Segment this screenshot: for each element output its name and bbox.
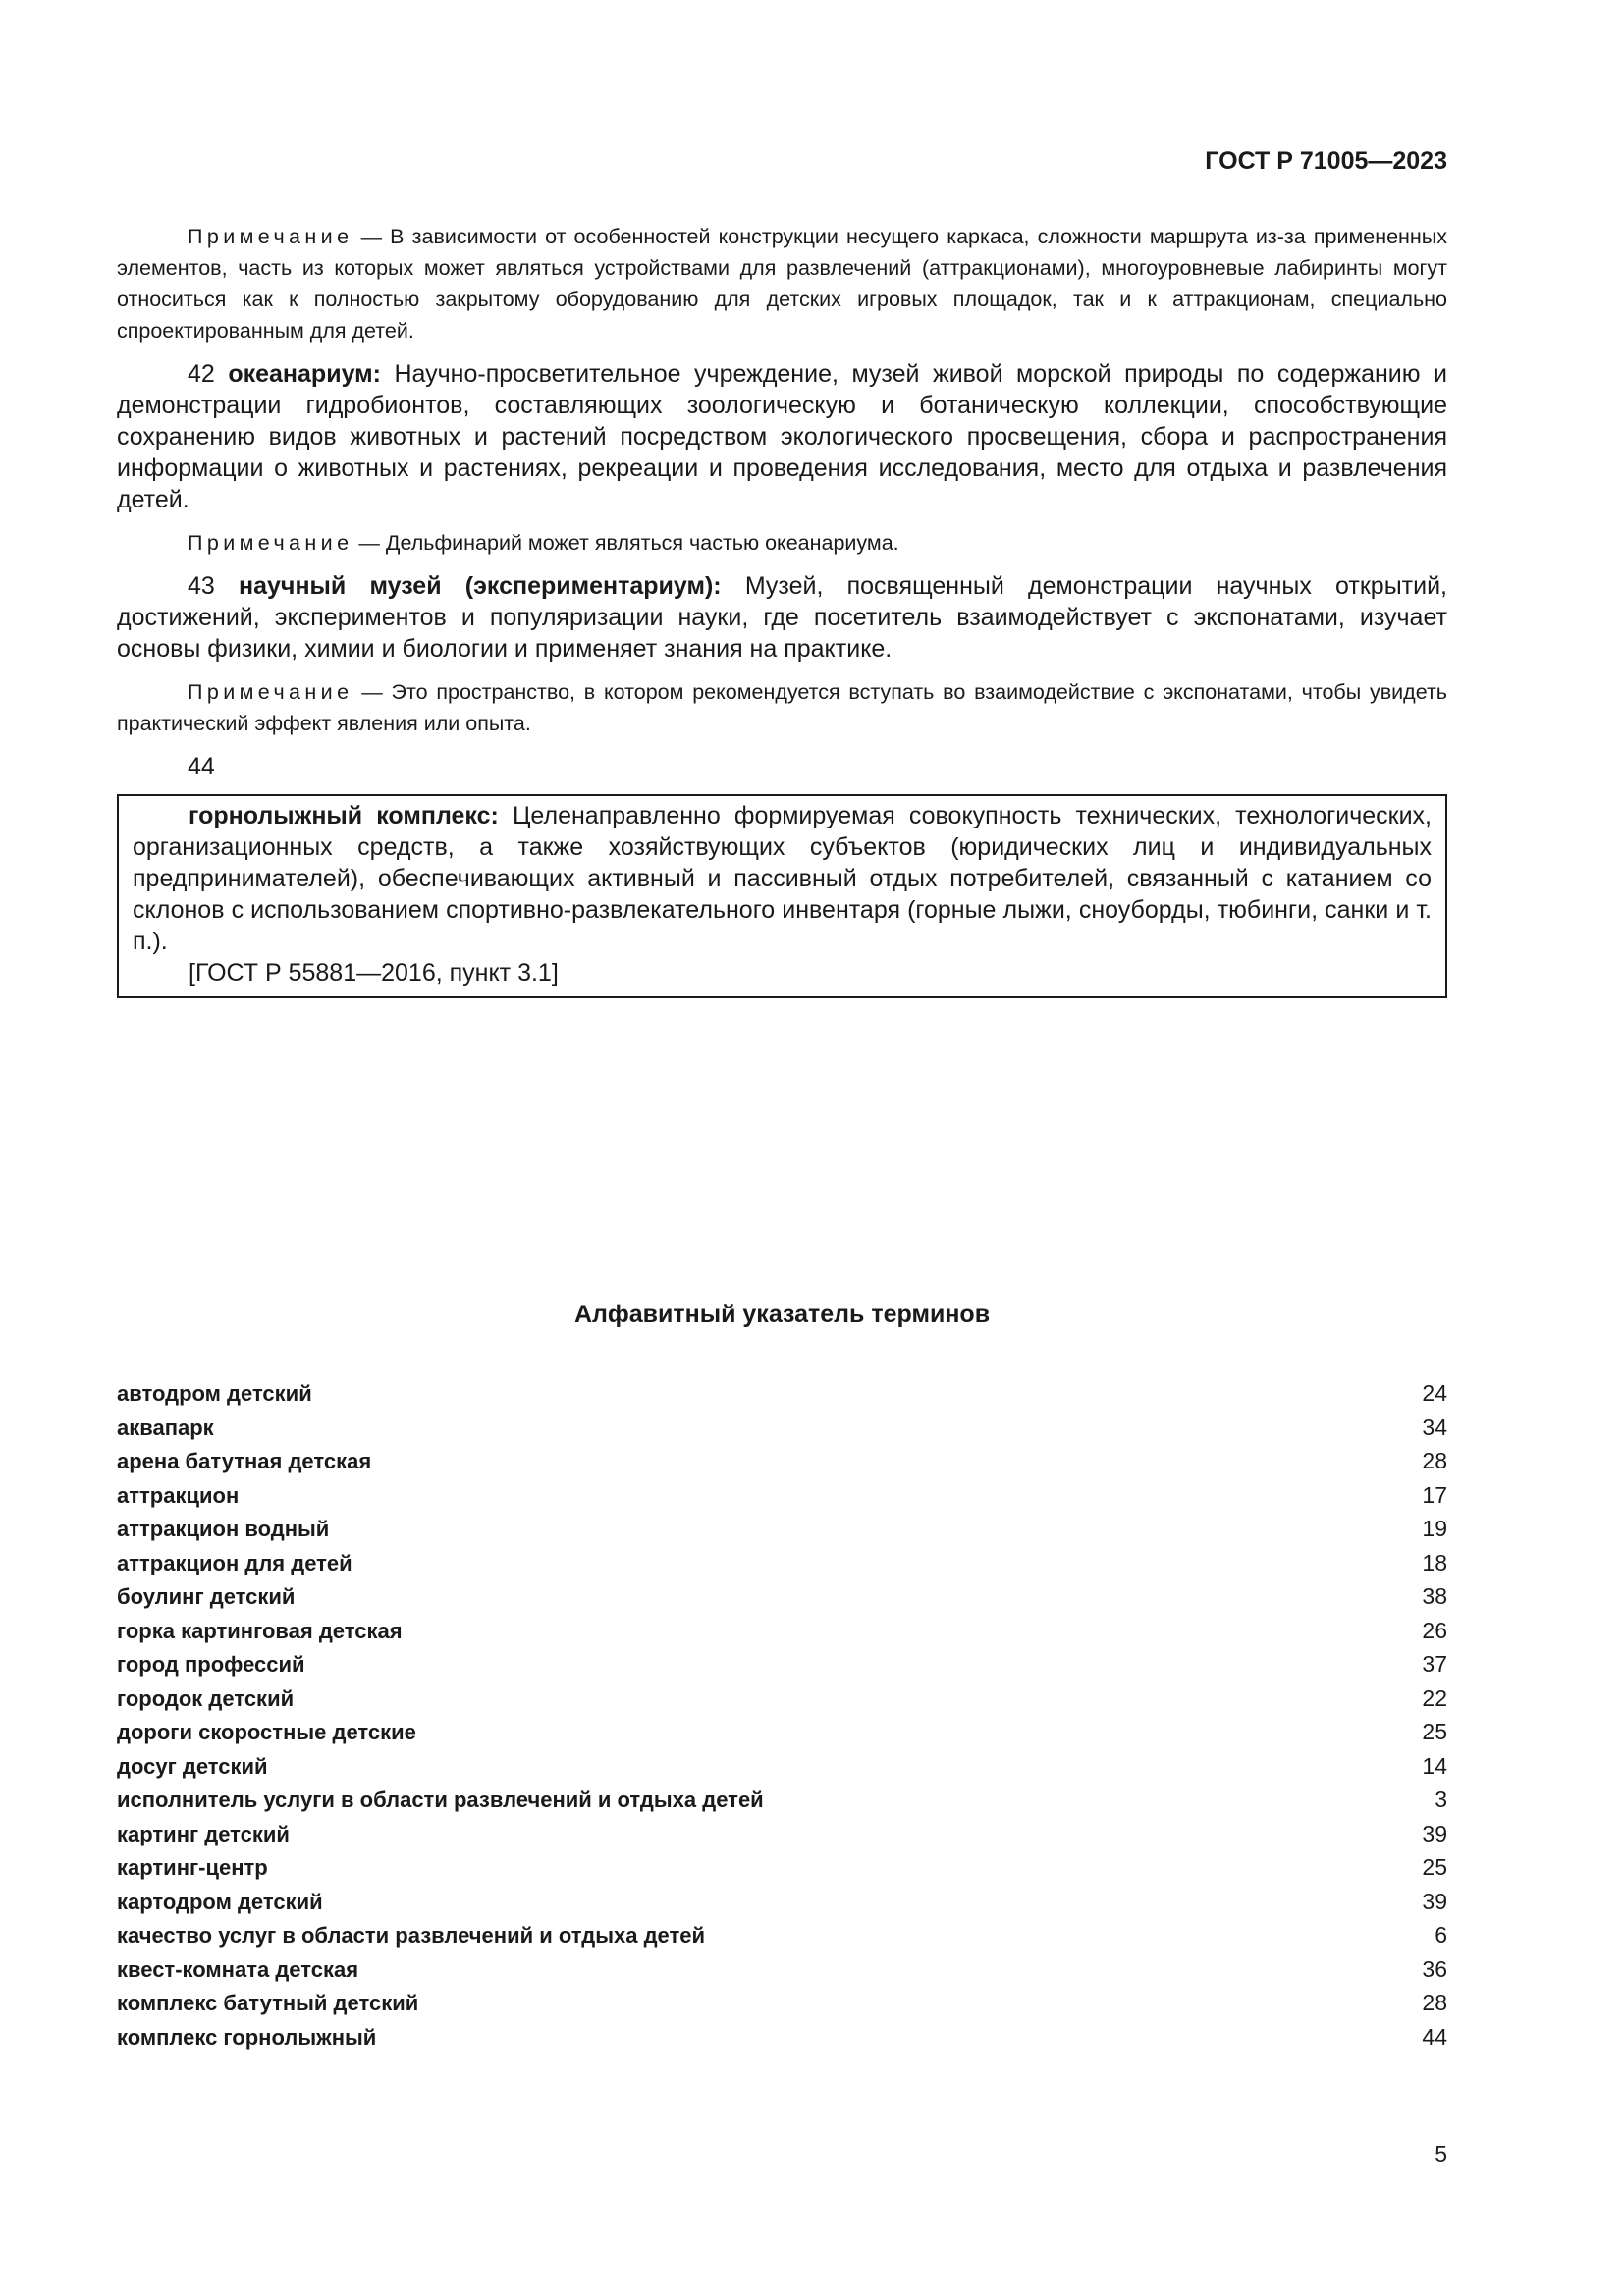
index-term: досуг детский	[117, 1753, 268, 1779]
index-term: картинг детский	[117, 1821, 290, 1846]
index-term-number: 28	[1422, 1990, 1447, 2015]
index-term-number: 38	[1422, 1583, 1447, 1609]
index-term-number: 25	[1422, 1854, 1447, 1880]
note-label: Примечание	[188, 531, 353, 555]
index-entry	[117, 1614, 1447, 1648]
index-term-number: 3	[1435, 1787, 1447, 1812]
index-term: автодром детский	[117, 1381, 312, 1406]
term-name: горнолыжный комплекс:	[189, 802, 499, 829]
index-term: комплекс горнолыжный	[117, 2024, 377, 2050]
index-entry	[117, 1682, 1447, 1716]
term-44	[133, 800, 1432, 957]
index-term-number: 28	[1422, 1448, 1447, 1473]
term-44-box	[117, 794, 1447, 998]
index-entry	[117, 1546, 1447, 1580]
index-term-number: 22	[1422, 1684, 1447, 1711]
index-term: качество услуг в области развлечений и отдыха детей	[117, 1923, 706, 1948]
note-text: — Дельфинарий может являться частью океанариума.	[352, 531, 899, 555]
index-term-number: 6	[1435, 1922, 1447, 1948]
term-42	[117, 358, 1447, 515]
index-term: аттракцион водный	[117, 1517, 330, 1541]
index-entry	[117, 1647, 1447, 1682]
index-term-number: 39	[1422, 1888, 1447, 1914]
index-entry	[117, 1444, 1447, 1478]
index-term: боулинг детский	[117, 1584, 296, 1609]
note-label: Примечание	[188, 225, 353, 248]
index-entry	[117, 1986, 1447, 2020]
index-term: горка картинговая детская	[117, 1618, 403, 1643]
index-term-number: 36	[1422, 1955, 1447, 1982]
index-entry	[117, 1478, 1447, 1513]
index-term: аттракцион	[117, 1482, 240, 1508]
note-text: — Это пространство, в котором рекомендуется вступать во взаимодействие с экспонатами, чтобы увидеть практический эффект явления или опыта.	[117, 680, 1447, 735]
term-number: 42	[188, 360, 215, 388]
index-entry	[117, 1783, 1447, 1817]
index-entry	[117, 1817, 1447, 1851]
index-term-number: 24	[1422, 1380, 1447, 1406]
index-entry	[117, 2020, 1447, 2055]
document-header: ГОСТ Р 71005—2023	[1205, 147, 1447, 175]
index-term-number: 44	[1422, 2023, 1447, 2050]
index-term-number: 25	[1422, 1719, 1447, 1744]
term-number: 44	[188, 753, 215, 780]
index-term-number: 37	[1422, 1651, 1447, 1677]
term-name: научный музей (экспериментариум):	[239, 572, 722, 600]
index-term-number: 26	[1422, 1617, 1447, 1643]
index-entry	[117, 1952, 1447, 1987]
index-term: исполнитель услуги в области развлечений и отдыха детей	[117, 1788, 764, 1812]
term-definition: Целенаправленно формируемая совокупность технических, технологических, организационных средств, а также хозяйствующих субъектов (юридических лиц и индивидуальных предпринимателей), обеспечивающих активный и пассивный отдых потребителей, связанный с катанием со склонов с использованием спортивно-развлекательного инвентаря (горные лыжи, сноуборды, тюбинги, санки и т. п.).	[133, 802, 1432, 955]
index-term-number: 14	[1422, 1752, 1447, 1779]
index-list	[117, 1376, 1447, 2054]
index-entry	[117, 1885, 1447, 1919]
term-definition: Музей, посвященный демонстрации научных открытий, достижений, экспериментов и популяризации науки, где посетитель взаимодействует с экспонатами, изучает основы физики, химии и биологии и применяет знания на практике.	[117, 572, 1447, 663]
term-source: [ГОСТ Р 55881—2016, пункт 3.1]	[189, 959, 559, 987]
index-term: картинг-центр	[117, 1855, 268, 1880]
index-entry	[117, 1411, 1447, 1445]
note-paragraph	[117, 676, 1447, 739]
index-title: Алфавитный указатель терминов	[573, 1301, 991, 1328]
note-paragraph	[117, 221, 1447, 347]
page-number: 5	[1435, 2141, 1447, 2166]
index-term-number: 18	[1422, 1549, 1447, 1575]
index-term-number: 19	[1422, 1516, 1447, 1541]
index-entry	[117, 1512, 1447, 1546]
index-term: город профессий	[117, 1652, 305, 1677]
index-term: комплекс батутный детский	[117, 1991, 419, 2015]
index-term-number: 34	[1422, 1414, 1447, 1440]
index-term: аттракцион для детей	[117, 1550, 352, 1575]
note-text: — В зависимости от особенностей конструкции несущего каркаса, сложности маршрута из-за примененных элементов, часть из которых может являться устройствами для развлечений (аттракционами), многоуровневые лабиринты могут относиться как к полностью закрытому оборудованию для детских игровых площадок, так и к аттракционам, специально спроектированным для детей.	[117, 225, 1447, 343]
index-entry	[117, 1749, 1447, 1784]
index-term: аквапарк	[117, 1415, 214, 1440]
index-entry	[117, 1579, 1447, 1614]
index-entry	[117, 1918, 1447, 1952]
index-term: городок детский	[117, 1685, 295, 1711]
note-paragraph	[117, 527, 1447, 559]
index-term-number: 17	[1422, 1481, 1447, 1508]
term-name: океанариум:	[228, 360, 381, 388]
index-term: квест-комната детская	[117, 1956, 359, 1982]
index-entry	[117, 1850, 1447, 1885]
note-label: Примечание	[188, 680, 353, 704]
term-43	[117, 570, 1447, 665]
index-term: арена батутная детская	[117, 1449, 372, 1473]
index-term: дороги скоростные детские	[117, 1720, 416, 1744]
index-term: картодром детский	[117, 1889, 323, 1914]
index-entry	[117, 1715, 1447, 1749]
terms-section	[117, 221, 1447, 998]
term-number: 43	[188, 572, 215, 600]
term-definition: Научно-просветительное учреждение, музей живой морской природы по содержанию и демонстрации гидробионтов, составляющих зоологическую и ботаническую коллекции, способствующие сохранению видов животных и растений посредством экологического просвещения, сбора и распространения информации о животных и растениях, рекреации и проведения исследования, место для отдыха и развлечения детей.	[117, 360, 1447, 513]
index-term-number: 39	[1422, 1820, 1447, 1846]
index-entry	[117, 1376, 1447, 1411]
